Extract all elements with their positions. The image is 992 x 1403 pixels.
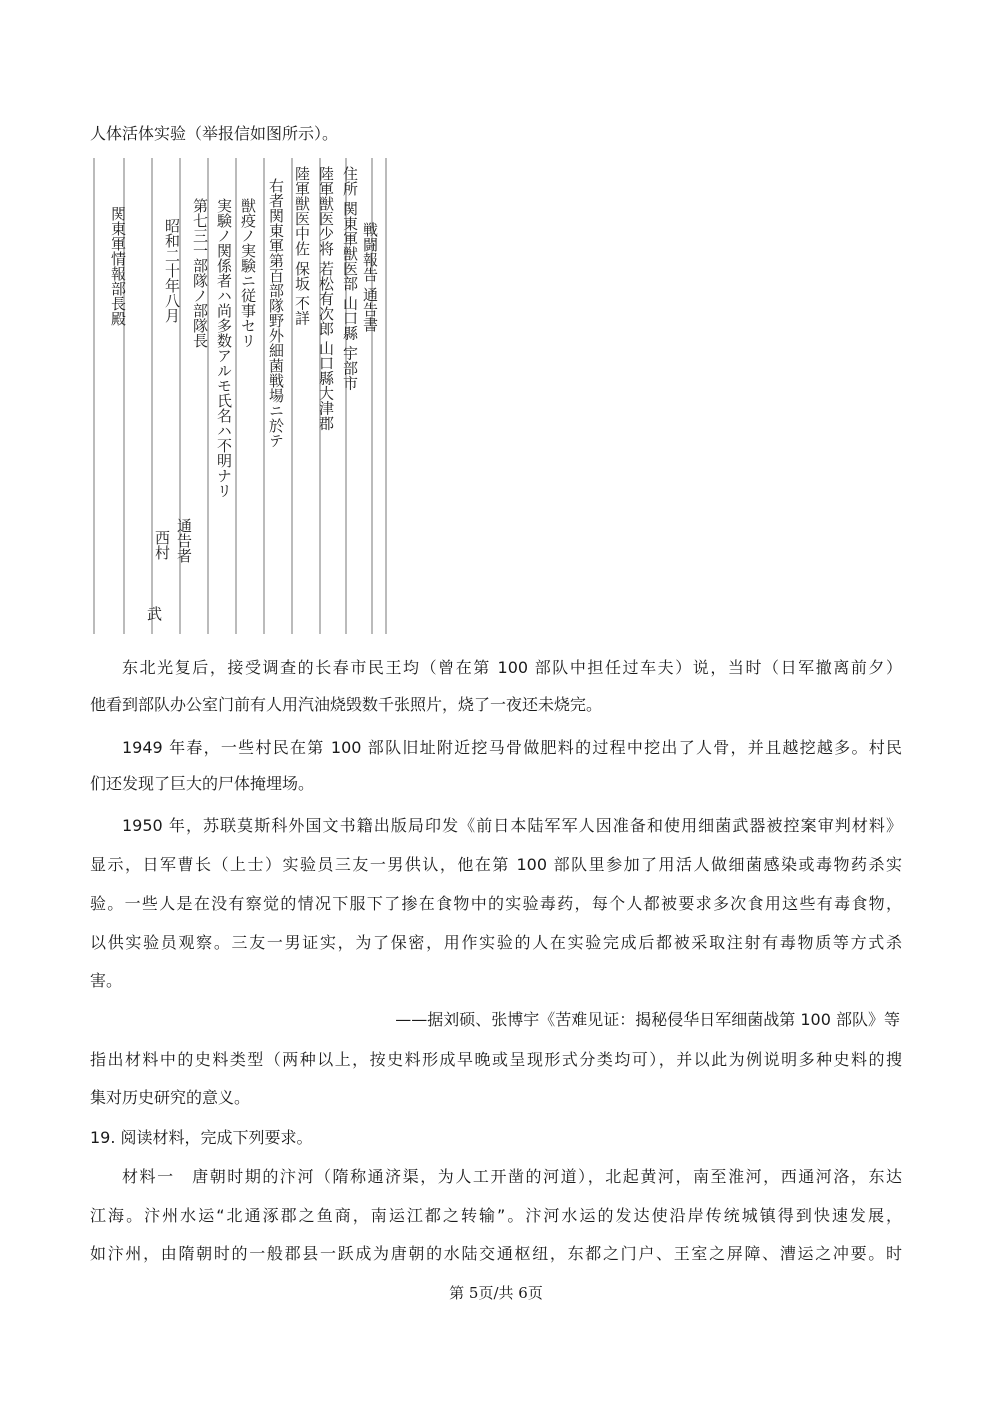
paragraph-line: 显示，日军曹长（上士）实验员三友一男供认，他在第 100 部队里参加了用活人做细菌感染或毒物药杀实 — [90, 855, 902, 874]
question-18-text: 指出材料中的史料类型（两种以上，按史料形成早晚或呈现形式分类均可），并以此为例说明多种史料的搜 — [90, 1050, 902, 1069]
material-one-line: 江海。汴州水运“北通涿郡之鱼商，南运江都之转输”。汴河水运的发达使沿岸传统城镇得到快速发展， — [90, 1206, 902, 1225]
letter-column: 陸軍獣医少将 若松有次郎 山口縣大津郡 — [317, 166, 335, 431]
paragraph-line: 1949 年春，一些村民在第 100 部队旧址附近挖马骨做肥料的过程中挖出了人骨，并且越挖越多。村民 — [122, 738, 902, 757]
letter-signature: 通告者 — [175, 518, 193, 563]
letter-signature: 武 — [145, 606, 163, 621]
intro-text: 人体活体实验（举报信如图所示）。 — [90, 124, 339, 143]
letter-column: 第七三一部隊ノ部隊長 — [191, 198, 209, 348]
letter-column: 実験ノ関係者ハ尚多数アルモ氏名ハ不明ナリ — [215, 198, 233, 498]
paragraph-line: 验。一些人是在没有察觉的情况下服下了掺在食物中的实验毒药，每个人都被要求多次食用这些有毒食物， — [90, 894, 902, 913]
paragraph-line: 1950 年，苏联莫斯科外国文书籍出版局印发《前日本陆军军人因准备和使用细菌武器被控案审判材料》 — [122, 816, 902, 835]
report-letter-image — [88, 158, 390, 634]
material-one-line: 如汴州，由隋朝时的一般郡县一跃成为唐朝的水陆交通枢纽，东都之门户、王室之屏障、漕运之冲要。时 — [90, 1244, 902, 1263]
letter-column: 右者関東軍第百部隊野外細菌戦場ニ於テ — [267, 178, 285, 448]
source-citation: ——据刘硕、张博宇《苦难见证：揭秘侵华日军细菌战第 100 部队》等 — [395, 1010, 900, 1029]
paragraph-line: 东北光复后，接受调查的长春市民王均（曾在第 100 部队中担任过车夫）说，当时（日军撤离前夕） — [122, 658, 902, 677]
letter-column: 獣疫ノ実験ニ従事セリ — [239, 198, 257, 348]
letter-signature: 西村 — [153, 530, 171, 560]
letter-column: 住所 関東軍獣医部 山口縣 宇部市 — [341, 166, 359, 391]
paragraph-line: 害。 — [90, 971, 123, 990]
paragraph-line: 们还发现了巨大的尸体掩埋场。 — [90, 774, 315, 793]
page-footer: 第 5页/共 6页 — [449, 1284, 543, 1302]
paragraph-line: 他看到部队办公室门前有人用汽油烧毁数千张照片，烧了一夜还未烧完。 — [90, 695, 603, 714]
letter-column: 陸軍獣医中佐 保坂 不詳 — [293, 166, 311, 326]
material-one-line: 材料一 唐朝时期的汴河（隋称通济渠，为人工开凿的河道），北起黄河，南至淮河，西通河洛，东达 — [122, 1167, 902, 1186]
paragraph-line: 以供实验员观察。三友一男证实，为了保密，用作实验的人在实验完成后都被采取注射有毒物质等方式杀 — [90, 933, 902, 952]
letter-column: 戦闘報告 通告書 — [361, 222, 379, 332]
letter-column: 関東軍情報部長殿 — [109, 206, 127, 326]
letter-column: 昭和二十年八月 — [163, 218, 181, 323]
question-19-title: 19. 阅读材料，完成下列要求。 — [90, 1128, 313, 1147]
question-18-text: 集对历史研究的意义。 — [90, 1088, 251, 1107]
